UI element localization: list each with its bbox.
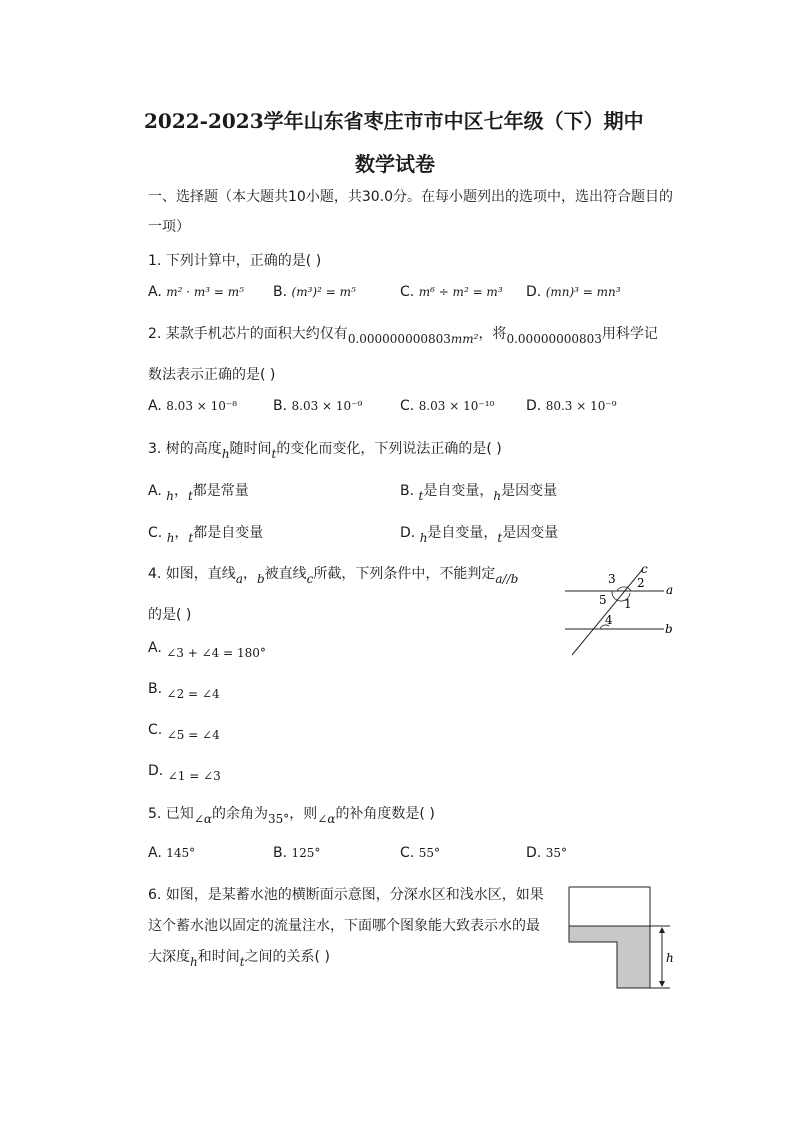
option-label: B.: [273, 284, 288, 300]
option-var: h: [493, 489, 502, 503]
option-label: D.: [526, 845, 542, 861]
q2-stem: [148, 323, 658, 346]
q6-stem: 6. 如图，是某蓄水池的横断面示意图，分深水区和浅水区，如果: [148, 887, 544, 903]
q3-option-a: [148, 480, 249, 503]
q4-stem: [148, 563, 519, 586]
option-var: t: [188, 531, 194, 545]
q5-angle-alpha: ∠α: [193, 812, 212, 826]
option-math: 80.3 × 10⁻⁹: [545, 399, 617, 413]
option-sep: ，: [173, 483, 188, 499]
q6-var-h: h: [190, 955, 198, 969]
option-label: A.: [148, 284, 162, 300]
option-math: (mn)³ = mn³: [545, 285, 621, 299]
option-var: h: [166, 531, 175, 545]
option-math: ∠3 + ∠4 = 180°: [166, 646, 266, 660]
q5-text-1: 5. 已知: [148, 806, 194, 822]
q2-number-1: 0.000000000803: [347, 332, 451, 346]
option-text: 是自变量，: [423, 483, 494, 499]
q3-var-h: h: [221, 447, 230, 461]
option-label: C.: [400, 284, 415, 300]
angle-label-2: 2: [637, 576, 645, 590]
q5-option-c: [400, 845, 440, 861]
q2-text-1: 2. 某款手机芯片的面积大约仅有: [148, 326, 348, 342]
water-deep: [617, 942, 650, 988]
q5-option-b: [273, 845, 320, 861]
q6-stem-cont2: [148, 946, 330, 969]
q3-var-t: t: [271, 447, 277, 461]
option-math: ∠1 = ∠3: [167, 769, 221, 783]
q3-stem: [148, 438, 502, 461]
q3-option-c: [148, 522, 264, 545]
angle-label-3: 3: [608, 572, 616, 586]
option-text: 是自变量，: [427, 525, 498, 541]
option-math: (m³)² = m⁵: [291, 285, 356, 299]
q3-text-1: 3. 树的高度: [148, 441, 222, 457]
q1-stem: 1. 下列计算中，正确的是( ): [148, 253, 322, 269]
option-label: A.: [148, 845, 162, 861]
water-shallow: [569, 926, 650, 942]
option-sep: ，: [174, 525, 189, 541]
q1-option-a: [148, 284, 244, 300]
arrow-head-down: [659, 981, 665, 987]
option-var: t: [418, 489, 424, 503]
q2-text-2: ，将: [478, 326, 507, 342]
option-var: h: [419, 531, 428, 545]
q2-option-d: [526, 398, 617, 414]
q4-var-a: a: [235, 572, 243, 586]
option-math: m² · m³ = m⁵: [166, 285, 244, 299]
q4-option-b: [148, 681, 220, 701]
q5-option-d: [526, 845, 567, 861]
q5-option-a: [148, 845, 195, 861]
option-label: B.: [273, 398, 288, 414]
option-math: m⁶ ÷ m² = m³: [418, 285, 503, 299]
q6-text-2: 和时间: [197, 949, 240, 965]
q2-text-3: 用科学记: [601, 326, 658, 342]
q1-option-d: [526, 284, 621, 300]
q5-angle-alpha-2: ∠α: [317, 812, 336, 826]
option-label: D.: [148, 763, 164, 779]
q4-text-1: 4. 如图，直线: [148, 566, 236, 582]
q3-text-3: 的变化而变化，下列说法正确的是( ): [276, 441, 502, 457]
option-var: t: [187, 489, 193, 503]
q5-text-2: 的余角为: [211, 806, 268, 822]
option-label: C.: [400, 845, 415, 861]
section-heading: 一、选择题（本大题共10小题，共30.0分。在每小题列出的选项中，选出符合题目的: [148, 189, 673, 205]
option-label: A.: [148, 398, 162, 414]
option-math: 8.03 × 10⁻¹⁰: [418, 399, 495, 413]
q6-var-t: t: [239, 955, 245, 969]
option-label: C.: [400, 398, 415, 414]
q4-option-a: [148, 640, 266, 660]
q3-option-d: [400, 522, 559, 545]
q6-text-3: 之间的关系( ): [244, 949, 330, 965]
q6-figure: [562, 882, 682, 994]
q5-text-4: 的补角度数是( ): [335, 806, 435, 822]
q4-var-c: c: [306, 572, 314, 586]
angle-label-4: 4: [605, 613, 613, 627]
q5-stem: [148, 803, 435, 826]
option-math: 125°: [291, 846, 321, 860]
q2-option-c: [400, 398, 494, 414]
option-math: ∠5 = ∠4: [166, 728, 220, 742]
option-math: 55°: [418, 846, 440, 860]
q4-var-b: b: [256, 572, 265, 586]
option-var: t: [497, 531, 503, 545]
q4-option-c: [148, 722, 220, 742]
q2-number-2: 0.00000000803: [506, 332, 602, 346]
option-text: 都是自变量: [193, 525, 264, 541]
option-label: A.: [148, 483, 162, 499]
option-label: C.: [148, 722, 163, 738]
q4-option-d: [148, 763, 221, 783]
arrow-head-up: [659, 927, 665, 933]
angle-arc-upper: [617, 587, 631, 591]
option-label: B.: [148, 681, 163, 697]
angle-label-5: 5: [599, 593, 607, 607]
option-math: 8.03 × 10⁻⁸: [166, 399, 238, 413]
option-label: B.: [400, 483, 415, 499]
q5-angle-value: 35°: [267, 812, 290, 826]
option-math: 35°: [545, 846, 567, 860]
option-label: D.: [526, 284, 542, 300]
option-label: D.: [526, 398, 542, 414]
depth-label-h: h: [666, 951, 674, 965]
option-var: h: [166, 489, 174, 503]
q1-option-b: [273, 284, 356, 300]
q6-text-1: 大深度: [148, 949, 190, 965]
option-label: B.: [273, 845, 288, 861]
line-label-a: a: [666, 583, 674, 597]
option-math: 8.03 × 10⁻⁹: [291, 399, 363, 413]
angle-label-1: 1: [624, 597, 632, 611]
q4-figure: [560, 560, 680, 660]
q4-stem-cont: 的是( ): [148, 607, 192, 623]
option-text: 都是常量: [192, 483, 249, 499]
q4-text-2: ，: [242, 566, 257, 582]
option-label: C.: [148, 525, 163, 541]
q2-unit: mm²: [450, 332, 479, 346]
option-label: A.: [148, 640, 162, 656]
q3-option-b: [400, 480, 558, 503]
q2-option-a: [148, 398, 237, 414]
option-text: 是因变量: [502, 525, 559, 541]
section-heading-cont: 一项）: [148, 219, 190, 235]
q2-option-b: [273, 398, 362, 414]
q4-var-ab: a//b: [495, 572, 519, 586]
option-text: 是因变量: [501, 483, 558, 499]
option-label: D.: [400, 525, 416, 541]
q2-stem-cont: 数法表示正确的是( ): [148, 367, 276, 383]
option-math: ∠2 = ∠4: [166, 687, 220, 701]
q6-stem-cont: 这个蓄水池以固定的流量注水，下面哪个图象能大致表示水的最: [148, 918, 540, 934]
page-title-line1: 2022-2023学年山东省枣庄市市中区七年级（下）期中: [144, 109, 644, 133]
page-title-line2: 数学试卷: [355, 152, 435, 176]
q4-text-3: 被直线: [264, 566, 307, 582]
q3-text-2: 随时间: [229, 441, 272, 457]
option-math: 145°: [166, 846, 196, 860]
q1-option-c: [400, 284, 503, 300]
line-label-c: c: [641, 562, 648, 576]
q5-text-3: ，则: [289, 806, 318, 822]
line-label-b: b: [665, 622, 673, 636]
q4-text-4: 所截，下列条件中，不能判定: [313, 566, 496, 582]
